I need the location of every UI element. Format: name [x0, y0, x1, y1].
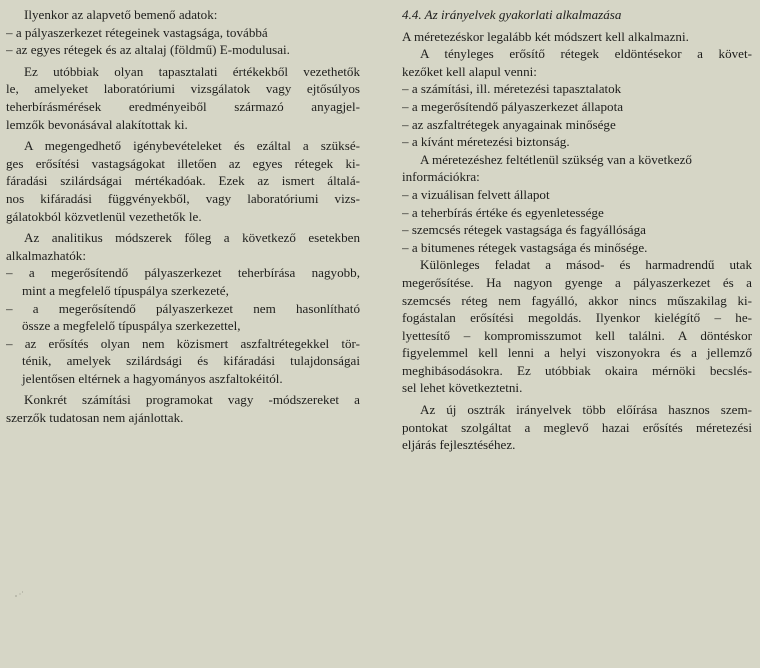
right-column	[402, 6, 752, 454]
list-item-continuation: mint a megfelelő típuspálya szerkezeté,	[22, 282, 229, 298]
text-line: meghibásodásokra. Ez utóbbiak okaira mérnöki becslés-	[402, 362, 752, 378]
text-line: Különleges feladat a másod- és harmadrendű utak	[420, 257, 752, 273]
list-item: – az egyes rétegek és az altalaj (földmű) E-modulusai.	[6, 42, 290, 58]
list-item-continuation: jelentősen eltérnek a hagyományos aszfaltokéitól.	[22, 370, 283, 386]
text-line: A méretezéshez feltétlenül szükség van a következő	[420, 151, 692, 167]
text-line: Ilyenkor az alapvető bemenő adatok:	[24, 7, 218, 22]
text-line: Ez utóbbiak olyan tapasztalati értékekből vezethetők	[24, 63, 360, 79]
list-item: – az aszfaltrétegek anyagainak minősége	[402, 116, 616, 132]
list-item: – az erősítés olyan nem közismert aszfaltrétegekkel tör-	[6, 335, 360, 351]
text-line: fogástalan erősítési megoldás. Ilyenkor kielégítő – he-	[402, 310, 752, 326]
list-item: – szemcsés rétegek vastagsága és fagyállósága	[402, 222, 646, 238]
list-item: – a megerősítendő pályaszerkezet teherbírása nagyobb,	[6, 265, 360, 281]
text-line: pontokat szolgáltat a meglevő hazai erősítés méretezési	[402, 419, 752, 435]
text-line: A megengedhető igénybevételeket és ezáltal a szüksé-	[24, 138, 360, 154]
text-line: lyettesítő – kompromisszumot kell találni. A döntéskor	[402, 327, 752, 343]
text-line: eljárás fejlesztéséhez.	[402, 437, 516, 453]
text-line: Az analitikus módszerek főleg a következő esetekben	[24, 230, 360, 246]
text-line: A méretezéskor legalább két módszert kell alkalmazni.	[402, 28, 689, 44]
text-line: szemcsés réteg nem fagyálló, akkor nincs műszakilag ki-	[402, 292, 752, 308]
list-item-continuation: ténik, amelyek szilárdsági és kifáradási tulajdonságai	[22, 353, 360, 369]
text-line: információkra:	[402, 169, 480, 185]
text-line: A tényleges erősítő rétegek eldöntésekor a követ-	[420, 46, 752, 62]
text-line: szerzők tudatosan nem ajánlottak.	[6, 410, 184, 426]
list-item: – a megerősítendő pályaszerkezet állapota	[402, 98, 624, 114]
list-item: – a megerősítendő pályaszerkezet nem hasonlítható	[6, 300, 360, 316]
text-line: ges erősítési vastagságokat illetően az egyes rétegek ki-	[6, 155, 360, 171]
text-line: gálatokból közvetlenül vezethetők le.	[6, 208, 202, 224]
list-item-continuation: össze a megfelelő típuspálya szerkezettel,	[22, 318, 241, 334]
text-line: kezőket kell alapul venni:	[402, 63, 537, 79]
scan-speck	[14, 590, 24, 598]
list-item: – a teherbírás értéke és egyenletessége	[402, 204, 604, 220]
left-column	[6, 6, 360, 427]
text-line: le, amelyeket laboratóriumi vizsgálatok vagy ejtősúlyos	[6, 81, 360, 97]
list-item: – a számítási, ill. méretezési tapasztalatok	[402, 81, 622, 97]
text-line: Konkrét számítási programokat vagy -módszereket a	[24, 392, 360, 408]
text-line: lemzők bevonásával alakítottak ki.	[6, 116, 188, 132]
text-line: sel lehet következtetni.	[402, 380, 523, 396]
text-line: teherbírásmérések eredményeiből származó anyagjel-	[6, 98, 360, 114]
list-item: – a kívánt méretezési biztonság.	[402, 134, 570, 150]
list-item: – a bitumenes rétegek vastagsága és minősége.	[402, 239, 648, 255]
list-item: – a pályaszerkezet rétegeinek vastagsága, továbbá	[6, 24, 268, 40]
text-line: Az új osztrák irányelvek több előírása hasznos szem-	[420, 402, 752, 418]
section-heading: 4.4. Az irányelvek gyakorlati alkalmazása	[402, 7, 622, 22]
text-line: alkalmazhatók:	[6, 247, 86, 263]
text-line: megerősítése. Ha nagyon gyenge a pályaszerkezet és a	[402, 274, 752, 290]
text-line: fáradási szilárdságai mértékadóak. Ezek az ismert általá-	[6, 173, 360, 189]
text-line: nos kifáradási függvényekből, vagy laboratóriumi vizs-	[6, 190, 360, 206]
text-line: figyelemmel kell lenni a helyi viszonyokra és a jellemző	[402, 345, 752, 361]
list-item: – a vizuálisan felvett állapot	[402, 186, 550, 202]
